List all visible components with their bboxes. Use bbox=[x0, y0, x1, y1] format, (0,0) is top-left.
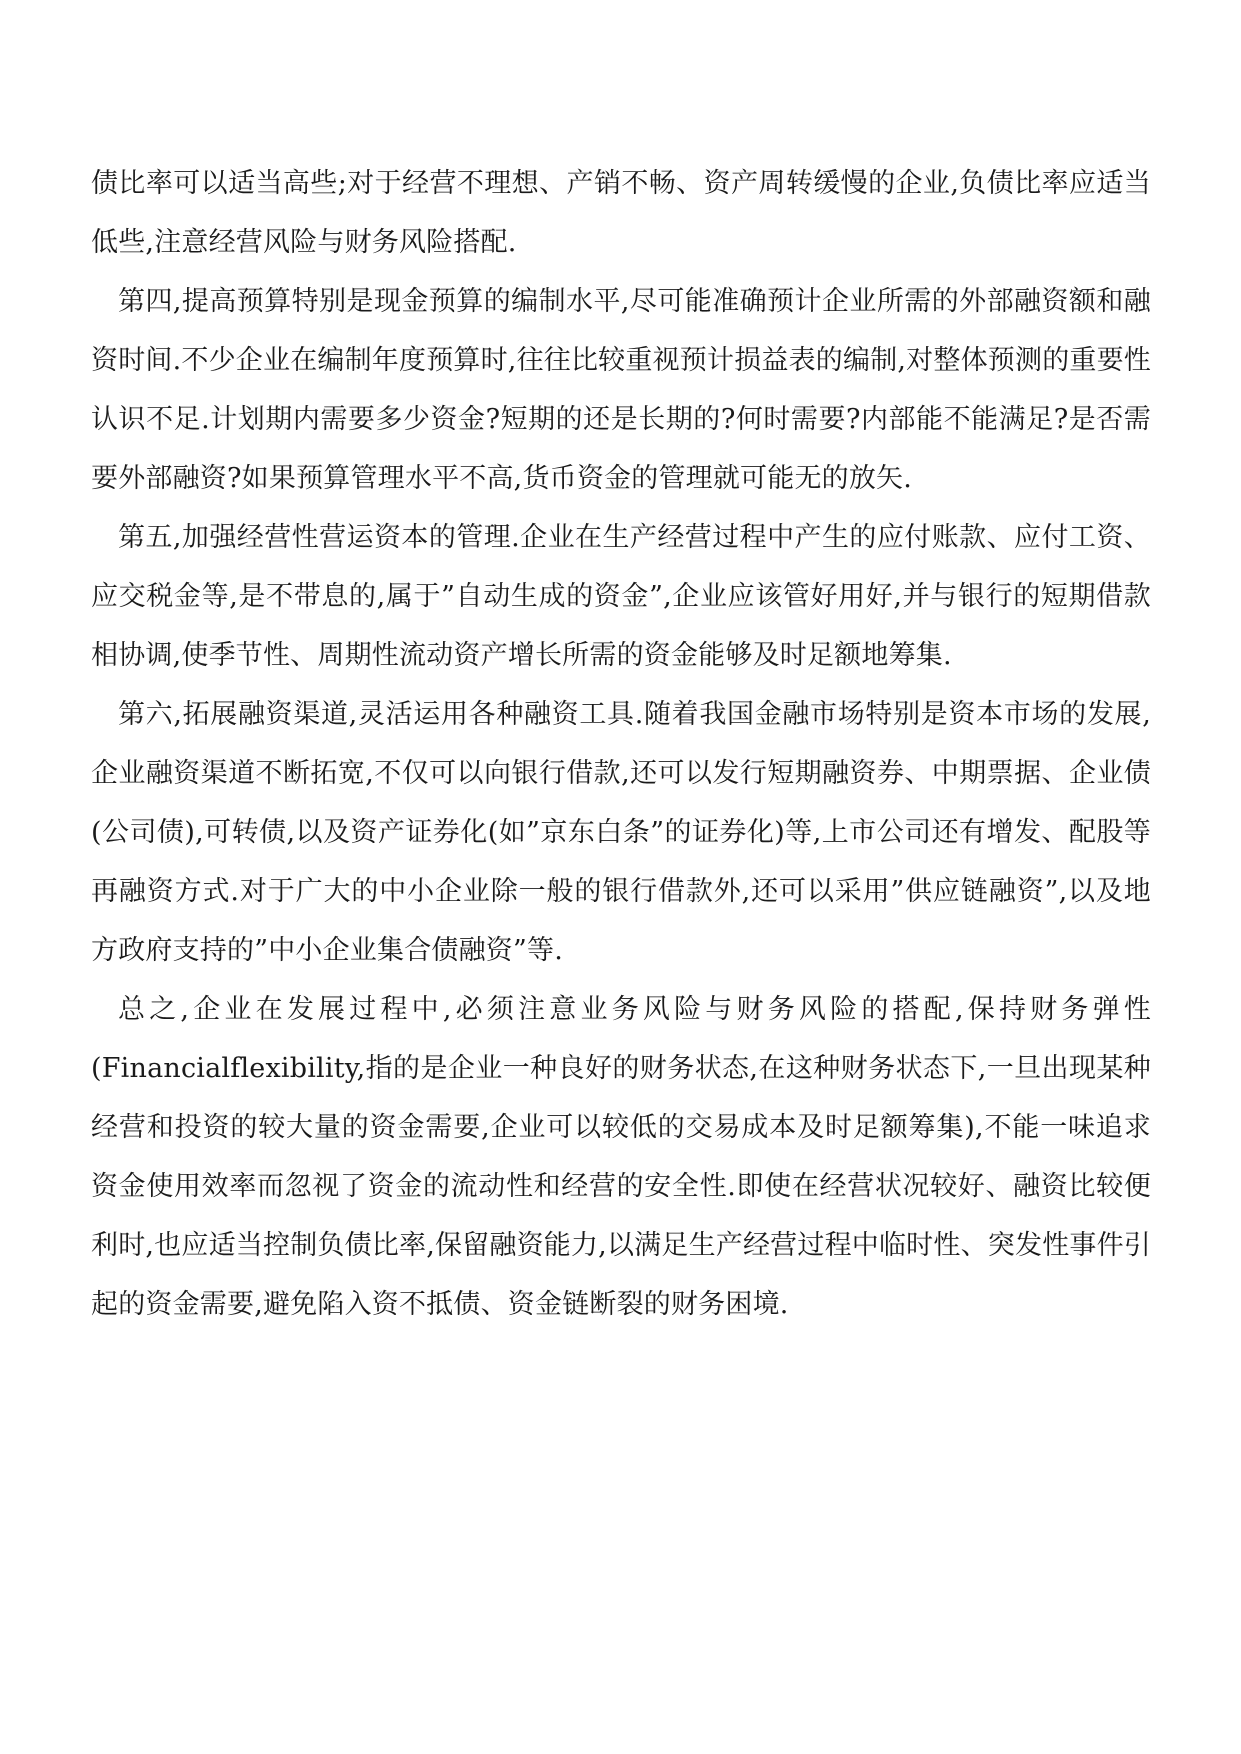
document-body bbox=[91, 154, 1151, 1334]
paragraph-cash-budget: 第四,提高预算特别是现金预算的编制水平,尽可能准确预计企业所需的外部融资额和融资时间.不少企业在编制年度预算时,往往比较重视预计损益表的编制,对整体预测的重要性认识不足.计划期内需要多少资金?短期的还是长期的?何时需要?内部能不能满足?是否需要外部融资?如果预算管理水平不高,货币资金的管理就可能无的放矢. bbox=[91, 286, 1151, 494]
paragraph-working-capital: 第五,加强经营性营运资本的管理.企业在生产经营过程中产生的应付账款、应付工资、应交税金等,是不带息的,属于”自动生成的资金”,企业应该管好用好,并与银行的短期借款相协调,使季节性、周期性流动资产增长所需的资金能够及时足额地筹集. bbox=[91, 522, 1151, 671]
paragraph-conclusion: 总之,企业在发展过程中,必须注意业务风险与财务风险的搭配,保持财务弹性(Financialflexibility,指的是企业一种良好的财务状态,在这种财务状态下,一旦出现某种经营和投资的较大量的资金需要,企业可以较低的交易成本及时足额筹集),不能一味追求资金使用效率而忽视了资金的流动性和经营的安全性.即使在经营状况较好、融资比较便利时,也应适当控制负债比率,保留融资能力,以满足生产经营过程中临时性、突发性事件引起的资金需要,避免陷入资不抵债、资金链断裂的财务困境. bbox=[91, 994, 1151, 1320]
paragraph-leverage-matching: 债比率可以适当高些;对于经营不理想、产销不畅、资产周转缓慢的企业,负债比率应适当低些,注意经营风险与财务风险搭配. bbox=[91, 168, 1151, 258]
paragraph-financing-channels: 第六,拓展融资渠道,灵活运用各种融资工具.随着我国金融市场特别是资本市场的发展,企业融资渠道不断拓宽,不仅可以向银行借款,还可以发行短期融资券、中期票据、企业债(公司债),可转债,以及资产证券化(如”京东白条”的证券化)等,上市公司还有增发、配股等再融资方式.对于广大的中小企业除一般的银行借款外,还可以采用”供应链融资”,以及地方政府支持的”中小企业集合债融资”等. bbox=[91, 699, 1151, 966]
